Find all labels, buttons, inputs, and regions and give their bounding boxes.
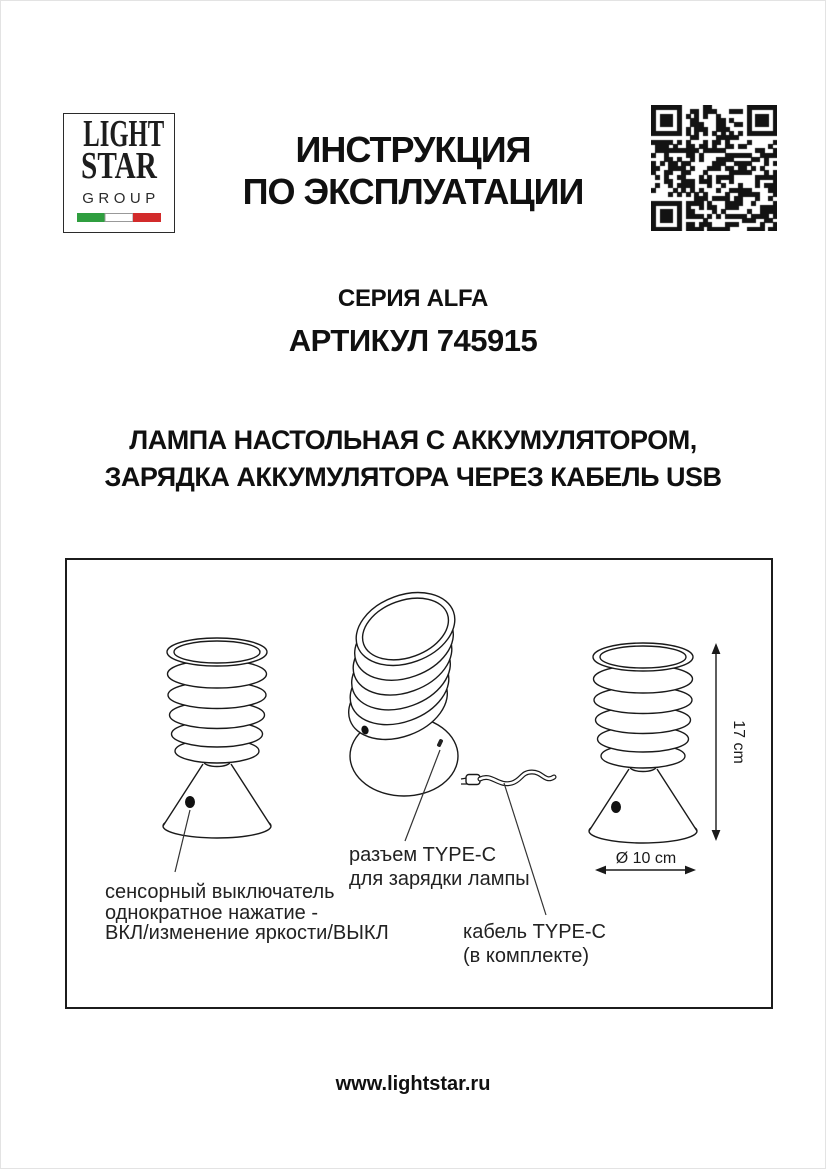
diameter-dimension-label: Ø 10 cm — [615, 850, 677, 867]
qr-code-icon — [651, 105, 777, 231]
touch-switch-note-line1: сенсорный выключатель — [105, 881, 335, 903]
touch-switch-note — [105, 882, 389, 944]
website-url: www.lightstar.ru — [335, 1073, 491, 1095]
series-label: СЕРИЯ ALFA — [337, 285, 489, 312]
logo-word-star: STAR — [81, 145, 157, 187]
lamp-front-view-left — [163, 638, 271, 838]
type-c-cable-note-line1: кабель TYPE-C — [463, 921, 606, 943]
type-c-port-note-line2: для зарядки лампы — [349, 868, 530, 890]
type-c-cable-drawing — [461, 772, 554, 785]
product-description — [1, 422, 825, 496]
height-dimension — [712, 643, 721, 841]
italian-flag-icon — [77, 213, 161, 222]
touch-switch-note-line2: однократное нажатие - — [105, 901, 318, 924]
type-c-port-note — [349, 843, 530, 891]
logo-word-light: LIGHT — [83, 113, 165, 155]
flag-green-stripe — [77, 213, 105, 222]
title-line-2: ПО ЭКСПЛУАТАЦИИ — [242, 171, 584, 212]
title-line-1: ИНСТРУКЦИЯ — [295, 129, 531, 170]
flag-white-stripe — [105, 214, 133, 222]
description-line-1: ЛАМПА НАСТОЛЬНАЯ С АККУМУЛЯТОРОМ, — [129, 425, 697, 455]
article-number: АРТИКУЛ 745915 — [288, 323, 538, 358]
lamp-tilted-view — [338, 580, 465, 796]
flag-red-stripe — [133, 213, 161, 222]
type-c-port-note-line1: разъем TYPE-C — [349, 844, 497, 866]
type-c-cable-note-line2: (в комплекте) — [463, 945, 590, 967]
logo-word-group: GROUP — [82, 190, 160, 207]
lamp-front-view-right — [589, 643, 697, 843]
height-dimension-label: 17 cm — [730, 720, 747, 764]
description-line-2: ЗАРЯДКА АККУМУЛЯТОРА ЧЕРЕЗ КАБЕЛЬ USB — [104, 462, 722, 492]
type-c-cable-note — [463, 920, 606, 968]
touch-switch-note-line3: ВКЛ/изменение яркости/ВЫКЛ — [105, 922, 389, 944]
diagram-frame — [65, 558, 773, 1009]
